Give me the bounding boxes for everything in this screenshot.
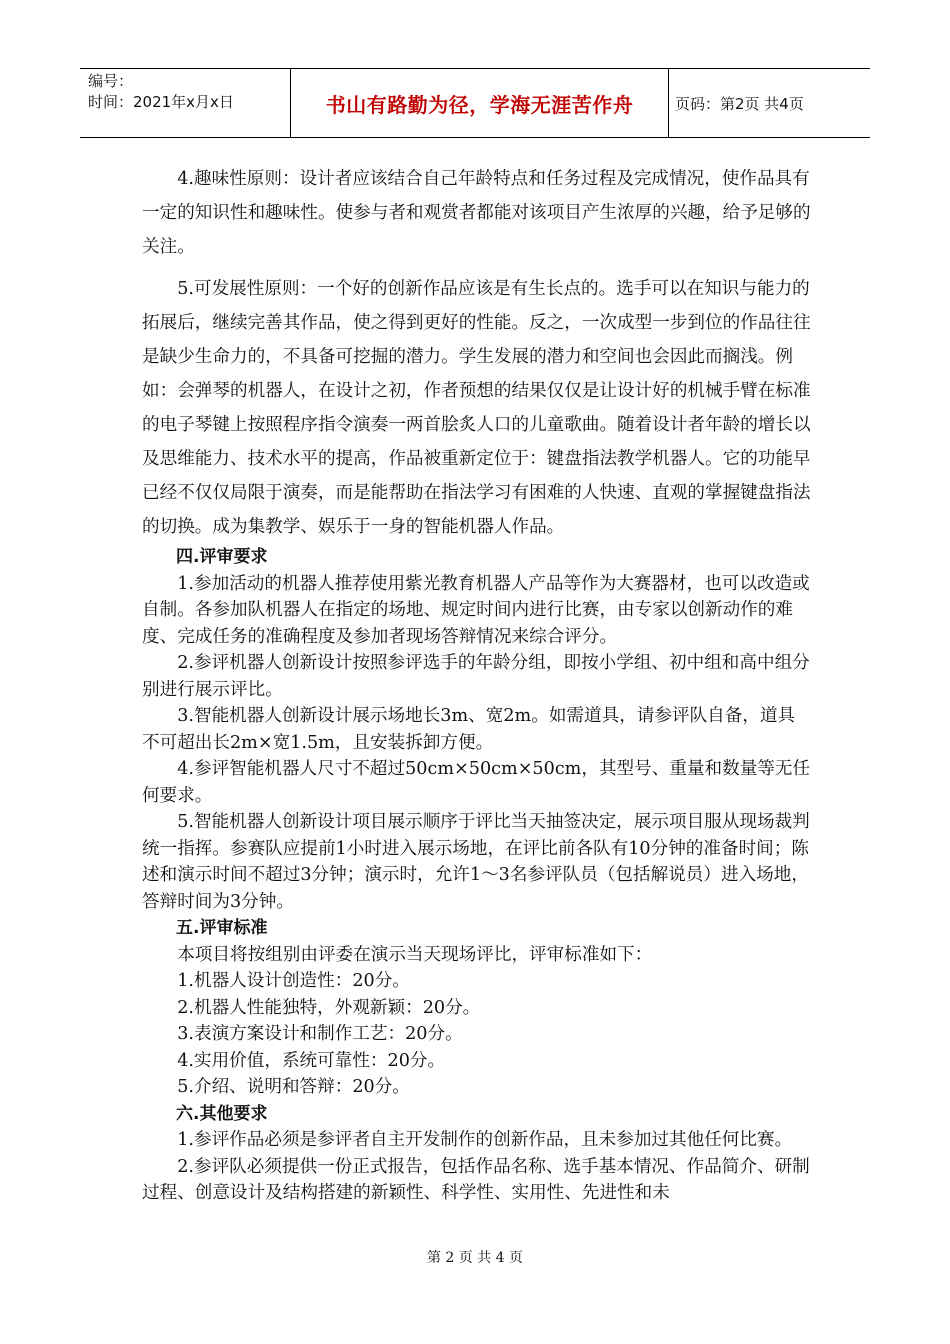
document-date: 时间：2021年x月x日 xyxy=(88,93,234,111)
header-motto: 书山有路勤为径，学海无涯苦作舟 xyxy=(291,69,669,137)
requirement-item-4: 4.参评智能机器人尺寸不超过50cm×50cm×50cm，其型号、重量和数量等无任何要求。 xyxy=(142,759,811,806)
header-page-info: 页码：第2页 共4页 xyxy=(675,94,804,113)
requirement-item-3: 3.智能机器人创新设计展示场地长3m、宽2m。如需道具，请参评队自备，道具不可超出长2m×宽1.5m，且安装拆卸方便。 xyxy=(142,706,796,753)
criteria-intro: 本项目将按组别由评委在演示当天现场评比，评审标准如下： xyxy=(177,944,653,965)
other-requirement-2: 2.参评队必须提供一份正式报告，包括作品名称、选手基本情况、作品简介、研制过程、创意设计及结构搭建的新颖性、科学性、实用性、先进性和未 xyxy=(142,1156,810,1203)
page-header xyxy=(80,68,870,138)
criteria-item-2: 2.机器人性能独特，外观新颖：20分。 xyxy=(177,997,481,1018)
section-heading-review-requirements: 四.评审要求 xyxy=(176,547,268,567)
criteria-item-5: 5.介绍、说明和答辩：20分。 xyxy=(177,1077,410,1097)
paragraph-interest-principle: 4.趣味性原则：设计者应该结合自己年龄特点和任务过程及完成情况，使作品具有一定的知识性和趣味性。使参与者和观赏者都能对该项目产生浓厚的兴趣，给予足够的关注。 xyxy=(142,169,811,257)
requirement-item-1: 1.参加活动的机器人推荐使用紫光教育机器人产品等作为大赛器材，也可以改造或自制。各参加队机器人在指定的场地、规定时间内进行比赛，由专家以创新动作的难度、完成任务的准确程度及参加者现场答辩情况来综合评分。 xyxy=(142,573,810,647)
document-number-label: 编号： xyxy=(88,72,134,90)
page-footer: 第 2 页 共 4 页 xyxy=(426,1250,524,1266)
criteria-item-3: 3.表演方案设计和制作工艺：20分。 xyxy=(177,1024,463,1044)
section-heading-other-requirements: 六.其他要求 xyxy=(176,1103,268,1124)
requirement-item-5: 5.智能机器人创新设计项目展示顺序于评比当天抽签决定，展示项目服从现场裁判统一指挥。参赛队应提前1小时进入展示场地，在评比前各队有10分钟的准备时间；陈述和演示时间不超过3分钟；演示时，允许1～3名参评队员（包括解说员）进入场地，答辩时间为3分钟。 xyxy=(142,812,810,912)
header-meta xyxy=(80,69,291,137)
paragraph-development-principle: 5.可发展性原则：一个好的创新作品应该是有生长点的。选手可以在知识与能力的拓展后，继续完善其作品，使之得到更好的性能。反之，一次成型一步到位的作品往往是缺少生命力的，不具备可挖掘的潜力。学生发展的潜力和空间也会因此而搁浅。例如：会弹琴的机器人，在设计之初，作者预想的结果仅仅是让设计好的机械手臂在标准的电子琴键上按照程序指令演奏一两首脍炙人口的儿童歌曲。随着设计者年龄的增长以及思维能力、技术水平的提高，作品被重新定位于：键盘指法教学机器人。它的功能早已经不仅仅局限于演奏，而是能帮助在指法学习有困难的人快速、直观的掌握键盘指法的切换。成为集教学、娱乐于一身的智能机器人作品。 xyxy=(142,279,811,537)
requirement-item-2: 2.参评机器人创新设计按照参评选手的年龄分组，即按小学组、初中组和高中组分别进行展示评比。 xyxy=(142,653,810,700)
document-body xyxy=(142,160,812,1207)
criteria-item-4: 4.实用价值，系统可靠性：20分。 xyxy=(177,1050,446,1071)
other-requirement-1: 1.参评作品必须是参评者自主开发制作的创新作品，且未参加过其他任何比赛。 xyxy=(177,1130,793,1150)
criteria-item-1: 1.机器人设计创造性：20分。 xyxy=(177,971,410,991)
section-heading-review-criteria: 五.评审标准 xyxy=(176,918,268,938)
